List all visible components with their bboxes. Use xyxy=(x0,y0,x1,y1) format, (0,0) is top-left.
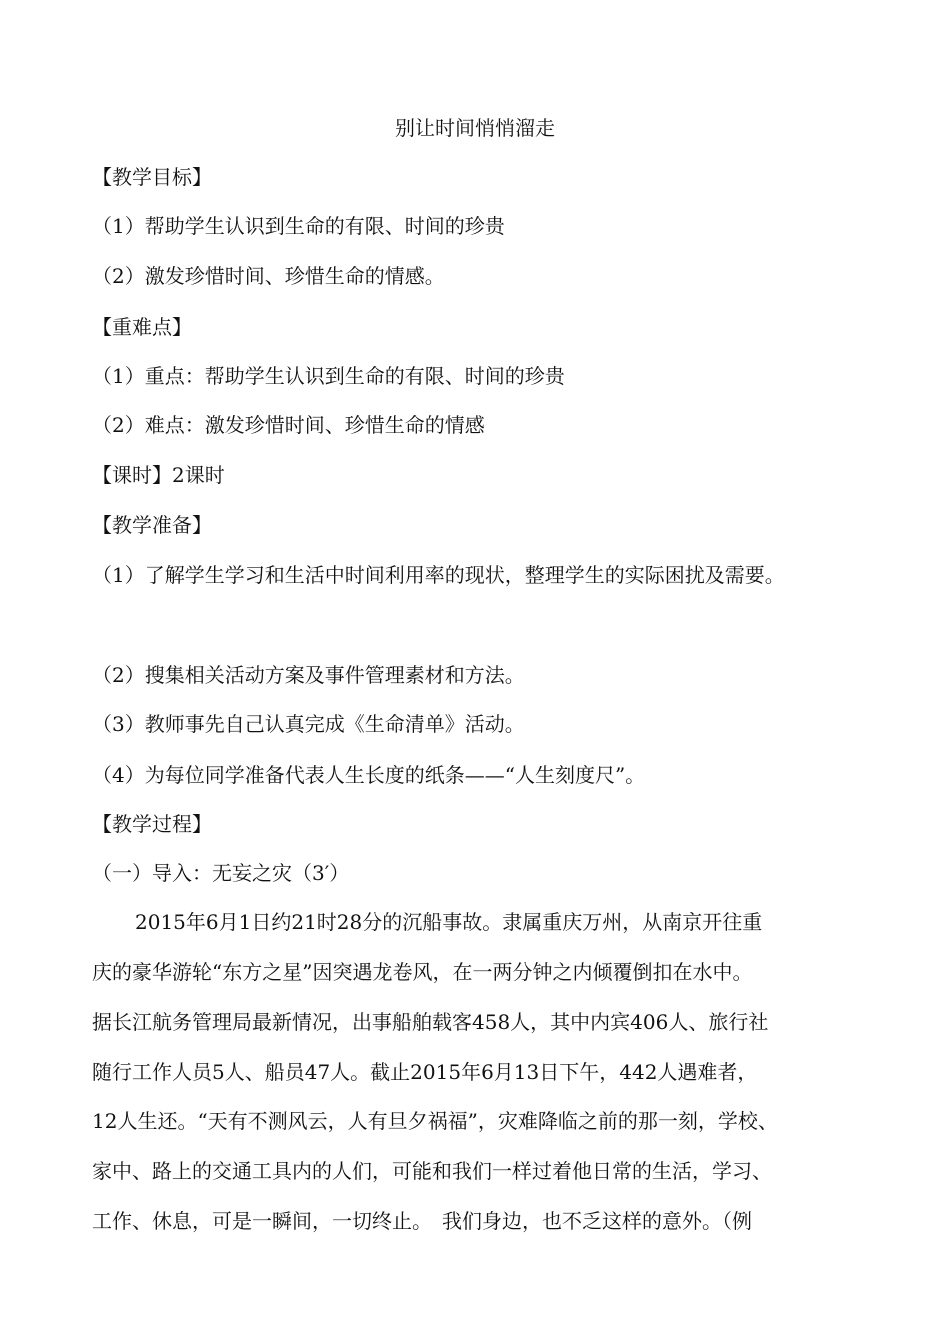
section-intro: （一）导入：无妄之灾（3′） xyxy=(92,861,350,885)
preparation-item-1: （1）了解学生学习和生活中时间利用率的现状，整理学生的实际困扰及需要。 xyxy=(92,563,785,587)
paragraph-line-7: 工作、休息，可是一瞬间，一切终止。 我们身边，也不乏这样的意外。（例 xyxy=(92,1209,752,1233)
document-title: 别让时间悄悄溜走 xyxy=(395,116,555,140)
heading-preparation: 【教学准备】 xyxy=(92,513,212,537)
paragraph-line-6: 家中、路上的交通工具内的人们，可能和我们一样过着他日常的生活，学习、 xyxy=(92,1159,772,1183)
key-point-2: （2）难点：激发珍惜时间、珍惜生命的情感 xyxy=(92,413,485,437)
paragraph-line-2: 庆的豪华游轮“东方之星”因突遇龙卷风，在一两分钟之内倾覆倒扣在水中。 xyxy=(92,960,753,984)
paragraph-line-4: 随行工作人员5人、船员47人。截止2015年6月13日下午，442人遇难者， xyxy=(92,1060,758,1084)
heading-teaching-process: 【教学过程】 xyxy=(92,812,212,836)
preparation-item-3: （3）教师事先自己认真完成《生命清单》活动。 xyxy=(92,712,525,736)
paragraph-line-5: 12人生还。“天有不测风云，人有旦夕祸福”，灾难降临之前的那一刻，学校、 xyxy=(92,1109,778,1133)
heading-class-hours: 【课时】2课时 xyxy=(92,463,225,487)
paragraph-line-3: 据长江航务管理局最新情况，出事船舶载客458人，其中内宾406人、旅行社 xyxy=(92,1010,769,1034)
key-point-1: （1）重点：帮助学生认识到生命的有限、时间的珍贵 xyxy=(92,364,565,388)
goal-item-2: （2）激发珍惜时间、珍惜生命的情感。 xyxy=(92,264,445,288)
heading-key-points: 【重难点】 xyxy=(92,315,192,339)
heading-teaching-goals: 【教学目标】 xyxy=(92,165,212,189)
goal-item-1: （1）帮助学生认识到生命的有限、时间的珍贵 xyxy=(92,214,505,238)
paragraph-line-1: 2015年6月1日约21时28分的沉船事故。隶属重庆万州，从南京开往重 xyxy=(135,910,763,934)
preparation-item-4: （4）为每位同学准备代表人生长度的纸条——“人生刻度尺”。 xyxy=(92,763,646,787)
preparation-item-2: （2）搜集相关活动方案及事件管理素材和方法。 xyxy=(92,663,525,687)
